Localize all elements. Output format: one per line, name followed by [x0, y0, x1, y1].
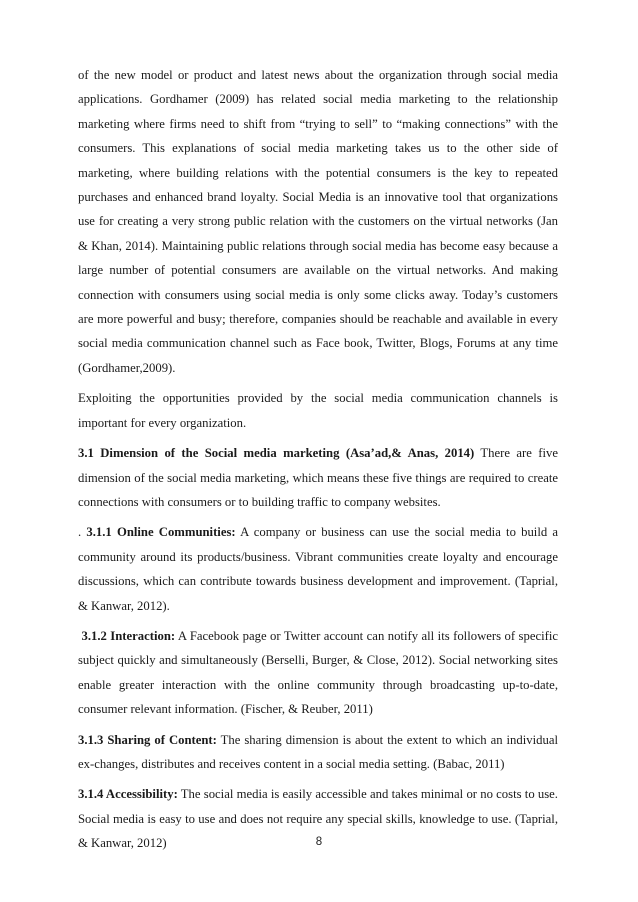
- paragraph-social-media-relations: of the new model or product and latest news about the organization through social media applications. Gordhamer (2009) has related social media marketing to the relationship marketing where firms need to shift from “trying to sell” to “making connections” with the consumers. This explanations of social media marketing takes us to the other side of marketing, where building relations with the potential consumers is the key to repeated purchases and enhanced brand loyalty. Social Media is an innovative tool that organizations use for creating a very strong public relation with the customers on the virtual networks (Jan & Khan, 2014). Maintaining public relations through social media has become easy because a large number of potential consumers are available on the virtual networks. And making connection with consumers using social media is only some clicks away. Today’s customers are more powerful and busy; therefore, companies should be reachable and available in every social media communication channel such as Face book, Twitter, Blogs, Forums at any time (Gordhamer,2009).: [78, 68, 558, 375]
- section-3-1-2-heading: 3.1.2 Interaction:: [78, 628, 176, 643]
- section-3-1-2-text: A Facebook page or Twitter account can notify all its followers of specific subject quickly and simultaneously (Berselli, Burger, & Close, 2012). Social networking sites enable greater interaction with the online community through broadcasting up-to-date, consumer relevant information. (Fischer, & Reuber, 2011): [78, 628, 562, 717]
- section-3-1-4-heading: 3.1.4 Accessibility:: [78, 787, 178, 802]
- section-3-1-3-text: The sharing dimension is about the extent to which an individual ex-changes, distributes and receives content in a social media setting. (Babac, 2011): [78, 732, 558, 771]
- section-3-1-dimensions: [78, 441, 558, 514]
- section-3-1-3-sharing-of-content: [78, 728, 558, 777]
- page-number: 8: [315, 836, 323, 848]
- section-3-1-1-text: A company or business can use the social media to build a community around its products/business. Vibrant communities create loyalty and encourage discussions, which can contribute towards business development and improvement. (Taprial, & Kanwar, 2012).: [78, 525, 559, 613]
- section-3-1-1-heading: 3.1.1 Online Communities:: [86, 525, 236, 540]
- section-3-1-1-prefix: .: [78, 525, 87, 540]
- page-body: [78, 63, 562, 856]
- section-3-1-heading: 3.1 Dimension of the Social media marketing (Asa’ad,& Anas, 2014): [78, 446, 475, 461]
- paragraph-opportunities: Exploiting the opportunities provided by the social media communication channels is important for every organization.: [78, 391, 558, 430]
- section-3-1-2-interaction: [78, 624, 562, 722]
- section-3-1-3-heading: 3.1.3 Sharing of Content:: [78, 732, 217, 747]
- section-3-1-4-text: The social media is easily accessible and takes minimal or no costs to use. Social media is easy to use and does not require any special skills, knowledge to use. (Taprial, & Kanwar, 2012): [78, 787, 558, 851]
- section-3-1-1-online-communities: [78, 520, 558, 618]
- section-3-1-text: There are five dimension of the social media marketing, which means these five things are required to create connections with consumers or to building traffic to company websites.: [78, 446, 558, 509]
